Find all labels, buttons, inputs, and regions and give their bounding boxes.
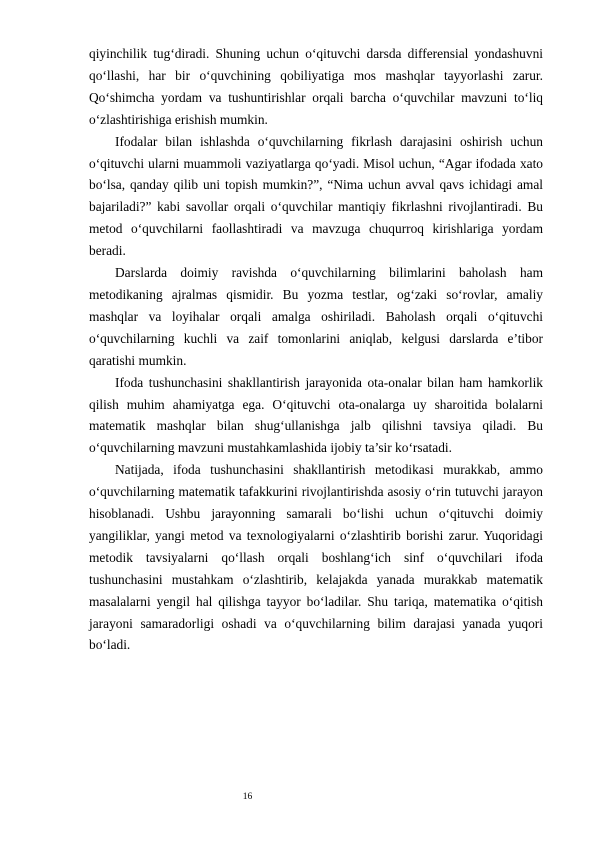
paragraph: Darslarda doimiy ravishda o‘quvchilarning bilimlarini baholash ham metodikaning ajralmas qismidir. Bu yozma testlar, og‘zaki so‘rovlar, amaliy mashqlar va loyihalar orqali amalga oshiriladi. Baholash orqali o‘qituvchi o‘quvchilarning kuchli va zaif tomonlarini aniqlab, kelgusi darslarda e’tibor qaratishi mumkin. [89, 265, 543, 368]
paragraph: Ifoda tushunchasini shakllantirish jarayonida ota-onalar bilan ham hamkorlik qilish muhim ahamiyatga ega. O‘qituvchi ota-onalarga uy sharoitida bolalarni matematik mashqlar bilan shug‘ullanishga jalb qilishni tavsiya qiladi. Bu o‘quvchilarning mavzuni mustahkamlashida ijobiy ta’sir ko‘rsatadi. [89, 374, 543, 456]
paragraph: Natijada, ifoda tushunchasini shakllantirish metodikasi murakkab, ammo o‘quvchilarning matematik tafakkurini rivojlantirishda asosiy o‘rin tutuvchi jarayon hisoblanadi. Ushbu jarayonning samarali bo‘lishi uchun o‘qituvchi doimiy yangiliklar, yangi metod va texnologiyalarni o‘zlashtirib borishi zarur. Yuqoridagi metodik tavsiyalarni qo‘llash orqali boshlang‘ich sinf o‘quvchilari ifoda tushunchasini mustahkam o‘zlashtirib, kelajakda yanada murakkab matematik masalalarni yengil hal qilishga tayyor bo‘ladilar. Shu tariqa, matematika o‘qitish jarayoni samaradorligi oshadi va o‘quvchilarning bilim darajasi yanada yuqori bo‘ladi. [89, 462, 543, 653]
paragraph: Ifodalar bilan ishlashda o‘quvchilarning fikrlash darajasini oshirish uchun o‘qituvchi ularni muammoli vaziyatlarga qo‘yadi. Misol uchun, “Agar ifodada xato bo‘lsa, qanday qilib uni topish mumkin?”, “Nima uchun avval qavs ichidagi amal bajariladi?” kabi savollar orqali o‘quvchilar mantiqiy fikrlashni rivojlantiradi. Bu metod o‘quvchilarni faollashtiradi va mavzuga chuqurroq kirishlariga yordam beradi. [89, 133, 543, 259]
paragraph-continuation: qiyinchilik tug‘diradi. Shuning uchun o‘qituvchi darsda differensial yondashuvni qo‘llashi, har bir o‘quvchining qobiliyatiga mos mashqlar tayyorlashi zarur. Qo‘shimcha yordam va tushuntirishlar orqali barcha o‘quvchilar mavzuni to‘liq o‘zlashtirishiga erishish mumkin. [89, 46, 543, 127]
page-number: 16 [242, 792, 253, 802]
body-text [89, 43, 543, 656]
